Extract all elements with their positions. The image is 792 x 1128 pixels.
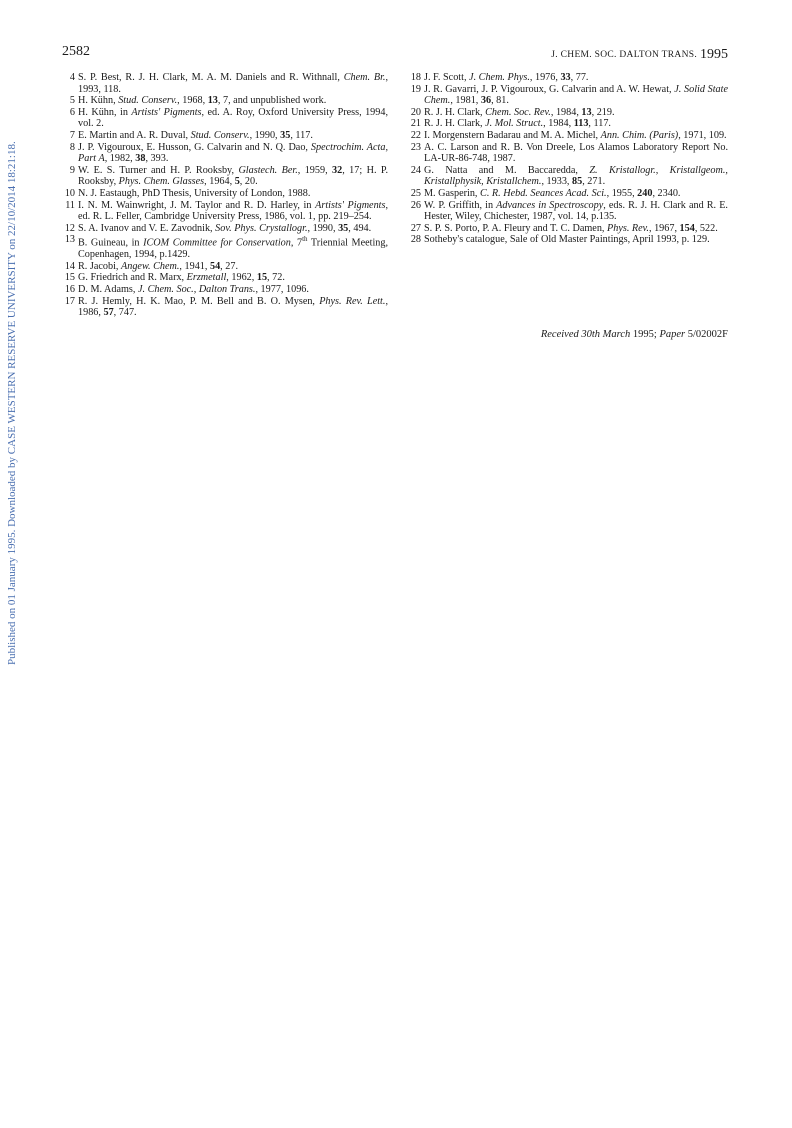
- reference-item: [62, 296, 388, 319]
- text-segment: , 1984,: [543, 118, 574, 130]
- reference-number: 25: [410, 187, 421, 199]
- references-right-column: [408, 72, 728, 246]
- text-segment: , 1968,: [177, 95, 208, 107]
- text-segment: Advances in Spectroscopy: [496, 199, 604, 211]
- text-segment: Phys. Rev.: [607, 222, 649, 234]
- text-segment: G. Friedrich and R. Marx,: [78, 272, 187, 284]
- reference-number: 4: [69, 72, 75, 83]
- text-segment: 35: [338, 222, 349, 234]
- reference-number: 13: [64, 234, 75, 246]
- text-segment: , 747.: [113, 307, 137, 319]
- text-segment: Angew. Chem.: [121, 260, 180, 272]
- journal-year: 1995: [700, 47, 728, 62]
- reference-number: 18: [410, 72, 421, 83]
- text-segment: , 7: [290, 237, 303, 249]
- text-segment: G. Natta and M. Baccaredda,: [424, 164, 590, 176]
- text-segment: 240: [637, 187, 653, 199]
- reference-item: [408, 130, 728, 142]
- text-segment: D. M. Adams,: [78, 284, 138, 296]
- reference-number: 14: [64, 260, 75, 272]
- page-header: [62, 44, 728, 64]
- text-segment: , 2340.: [652, 187, 681, 199]
- text-segment: Z. Kristallogr., Kristallgeom., Kristallphysik, Kristallchem.: [424, 164, 728, 188]
- text-segment: I. N. M. Wainwright, J. M. Taylor and R. D. Harley, in: [78, 199, 316, 211]
- reference-item: [62, 130, 388, 142]
- text-segment: C. R. Hebd. Seances Acad. Sci.: [480, 187, 607, 199]
- text-segment: 13: [207, 95, 218, 107]
- text-segment: R. J. Hemly, H. K. Mao, P. M. Bell and B. O. Mysen,: [78, 295, 320, 307]
- reference-item: [408, 107, 728, 119]
- text-segment: Phys. Rev. Lett.: [319, 295, 386, 307]
- text-segment: W. P. Griffith, in: [424, 199, 497, 211]
- text-segment: S. P. Best, R. J. H. Clark, M. A. M. Daniels and R. Withnall,: [78, 72, 344, 83]
- text-segment: , 1941,: [179, 260, 210, 272]
- text-segment: , 77.: [570, 72, 589, 83]
- text-segment: , 1959,: [297, 164, 333, 176]
- text-segment: , eds. R. J. H. Clark and R. E. Hester, Wiley, Chichester, 1987, vol. 14, p.135.: [424, 199, 728, 223]
- reference-item: [408, 84, 728, 107]
- text-segment: N. J. Eastaugh, PhD Thesis, University of London, 1988.: [78, 187, 311, 199]
- reference-number: 22: [410, 129, 421, 141]
- page-number: 2582: [62, 44, 90, 59]
- reference-item: [408, 118, 728, 130]
- text-segment: 36: [480, 95, 492, 107]
- reference-item: [62, 95, 388, 107]
- reference-number: 24: [410, 164, 421, 176]
- reference-item: [62, 284, 388, 296]
- reference-item: [62, 165, 388, 188]
- text-segment: Received: [540, 329, 579, 340]
- reference-item: [408, 72, 728, 84]
- reference-item: [408, 223, 728, 235]
- reference-number: 15: [64, 272, 75, 284]
- text-segment: 5: [234, 176, 240, 188]
- reference-item: [408, 234, 728, 246]
- text-segment: , 27.: [220, 260, 238, 272]
- text-segment: J. Chem. Soc., Dalton Trans.: [138, 284, 256, 296]
- text-segment: 38: [135, 153, 146, 165]
- reference-number: 5: [69, 95, 75, 107]
- reference-item: [62, 261, 388, 273]
- text-segment: Artists' Pigments: [131, 106, 202, 118]
- running-head: [551, 46, 728, 62]
- text-segment: , 1982,: [104, 153, 136, 165]
- text-segment: 57: [103, 307, 114, 319]
- text-segment: S. A. Ivanov and V. E. Zavodnik,: [78, 222, 216, 234]
- text-segment: , 1990,: [307, 222, 339, 234]
- text-segment: , 117.: [290, 129, 313, 141]
- text-segment: J. F. Scott,: [424, 72, 470, 83]
- text-segment: J. P. Vigouroux, E. Husson, G. Calvarin and N. Q. Dao,: [78, 141, 311, 153]
- text-segment: Chem. Soc. Rev.: [485, 106, 551, 118]
- reference-number: 7: [69, 129, 75, 141]
- text-segment: Stud. Conserv.: [190, 129, 250, 141]
- reference-number: 27: [410, 222, 421, 234]
- reference-number: 12: [64, 222, 75, 234]
- reference-number: 21: [410, 118, 421, 130]
- text-segment: Erzmetall: [186, 272, 227, 284]
- text-segment: , 1962,: [226, 272, 257, 284]
- download-watermark-link[interactable]: Published on 01 January 1995. Downloaded by CASE WESTERN RESERVE UNIVERSITY on 22/10/2014 18:21:18.: [6, 141, 18, 665]
- text-segment: 35: [280, 129, 291, 141]
- text-segment: 33: [560, 72, 571, 83]
- text-segment: Artists' Pigments: [315, 199, 386, 211]
- text-segment: , 1981,: [450, 95, 481, 107]
- reference-number: 17: [64, 295, 75, 307]
- reference-number: 26: [410, 199, 421, 211]
- reference-item: [62, 223, 388, 235]
- text-segment: th: [302, 235, 308, 244]
- text-segment: 1995;: [630, 329, 660, 340]
- reference-item: [62, 200, 388, 223]
- text-segment: , 17; H. P. Rooksby,: [78, 164, 388, 188]
- text-segment: , 1976,: [529, 72, 561, 83]
- text-segment: R. J. H. Clark,: [424, 118, 486, 130]
- reference-number: 10: [64, 187, 75, 199]
- text-segment: J. R. Gavarri, J. P. Vigouroux, G. Calvarin and A. W. Hewat,: [424, 83, 675, 95]
- text-segment: H. Kühn,: [78, 95, 119, 107]
- text-segment: , 1986,: [78, 295, 388, 319]
- reference-item: [408, 200, 728, 223]
- text-segment: B. Guineau, in: [78, 237, 144, 249]
- reference-item: [62, 234, 388, 261]
- text-segment: , 1977, 1096.: [255, 284, 309, 296]
- reference-item: [62, 272, 388, 284]
- text-segment: J. Mol. Struct.: [485, 118, 544, 130]
- text-segment: R. Jacobi,: [78, 260, 122, 272]
- text-segment: Phys. Chem. Glasses: [118, 176, 205, 188]
- text-segment: 5/02002F: [685, 329, 728, 340]
- reference-item: [62, 188, 388, 200]
- text-segment: , 1967,: [648, 222, 680, 234]
- text-segment: 85: [572, 176, 583, 188]
- text-segment: , 271.: [582, 176, 606, 188]
- text-segment: Ann. Chim. (Paris): [600, 129, 679, 141]
- text-segment: , 1933,: [541, 176, 573, 188]
- text-segment: , 81.: [491, 95, 509, 107]
- text-segment: 30th March: [581, 329, 631, 340]
- text-segment: , 522.: [694, 222, 718, 234]
- text-segment: Chem. Br.: [343, 72, 386, 83]
- text-segment: 15: [256, 272, 268, 284]
- text-segment: , 393.: [145, 153, 169, 165]
- reference-number: 8: [69, 141, 75, 153]
- reference-number: 19: [410, 83, 421, 95]
- reference-item: [408, 188, 728, 200]
- text-segment: W. E. S. Turner and H. P. Rooksby,: [78, 164, 239, 176]
- text-segment: A. C. Larson and R. B. Von Dreele, Los Alamos Laboratory Report No. LA-UR-86-748, 1987.: [424, 141, 728, 165]
- text-segment: , 1955,: [606, 187, 638, 199]
- text-segment: , 1964,: [204, 176, 235, 188]
- text-segment: Spectrochim. Acta, Part A: [78, 141, 389, 165]
- text-segment: 54: [209, 260, 221, 272]
- reference-item: [62, 107, 388, 130]
- references-left-column: [62, 72, 388, 319]
- text-segment: , ed. A. Roy, Oxford University Press, 1994, vol. 2.: [78, 106, 389, 130]
- text-segment: , 117.: [588, 118, 611, 130]
- text-segment: , 20.: [239, 176, 258, 188]
- reference-item: [62, 142, 388, 165]
- text-segment: J. Chem. Phys.: [469, 72, 530, 83]
- journal-title: J. CHEM. SOC. DALTON TRANS.: [551, 50, 697, 60]
- reference-item: [62, 72, 388, 95]
- text-segment: 32: [332, 164, 343, 176]
- text-segment: Sotheby's catalogue, Sale of Old Master Paintings, April 1993, p. 129.: [424, 234, 710, 246]
- text-segment: , 72.: [267, 272, 285, 284]
- text-segment: E. Martin and A. R. Duval,: [78, 129, 191, 141]
- text-segment: , 1990,: [249, 129, 281, 141]
- received-date-line: [541, 329, 728, 340]
- text-segment: , 219.: [591, 106, 615, 118]
- reference-number: 6: [69, 106, 75, 118]
- text-segment: S. P. S. Porto, P. A. Fleury and T. C. Damen,: [424, 222, 608, 234]
- reference-number: 11: [65, 199, 75, 211]
- reference-number: 28: [410, 234, 421, 246]
- text-segment: , 1993, 118.: [78, 72, 389, 95]
- text-segment: H. Kühn, in: [78, 106, 132, 118]
- text-segment: 13: [581, 106, 592, 118]
- text-segment: Stud. Conserv.: [118, 95, 178, 107]
- reference-item: [408, 165, 728, 188]
- text-segment: , 7, and unpublished work.: [217, 95, 327, 107]
- text-segment: , 1984,: [550, 106, 582, 118]
- text-segment: I. Morgenstern Badarau and M. A. Michel,: [424, 129, 601, 141]
- text-segment: 154: [679, 222, 695, 234]
- text-segment: R. J. H. Clark,: [424, 106, 486, 118]
- text-segment: M. Gasperin,: [424, 187, 481, 199]
- text-segment: J. Solid State Chem.: [424, 83, 728, 107]
- text-segment: Sov. Phys. Crystallogr.: [215, 222, 308, 234]
- reference-number: 23: [410, 141, 421, 153]
- text-segment: Glastech. Ber.: [238, 164, 298, 176]
- text-segment: , 494.: [348, 222, 372, 234]
- reference-number: 16: [64, 284, 75, 296]
- text-segment: , 1971, 109.: [678, 129, 727, 141]
- reference-number: 20: [410, 106, 421, 118]
- text-segment: ICOM Committee for Conservation: [143, 237, 291, 249]
- text-segment: 113: [573, 118, 589, 130]
- text-segment: Triennial Meeting, Copenhagen, 1994, p.1429.: [78, 237, 389, 261]
- reference-number: 9: [69, 164, 75, 176]
- reference-item: [408, 142, 728, 165]
- text-segment: , ed. R. L. Feller, Cambridge University Press, 1986, vol. 1, pp. 219–254.: [78, 199, 389, 223]
- text-segment: Paper: [659, 329, 686, 340]
